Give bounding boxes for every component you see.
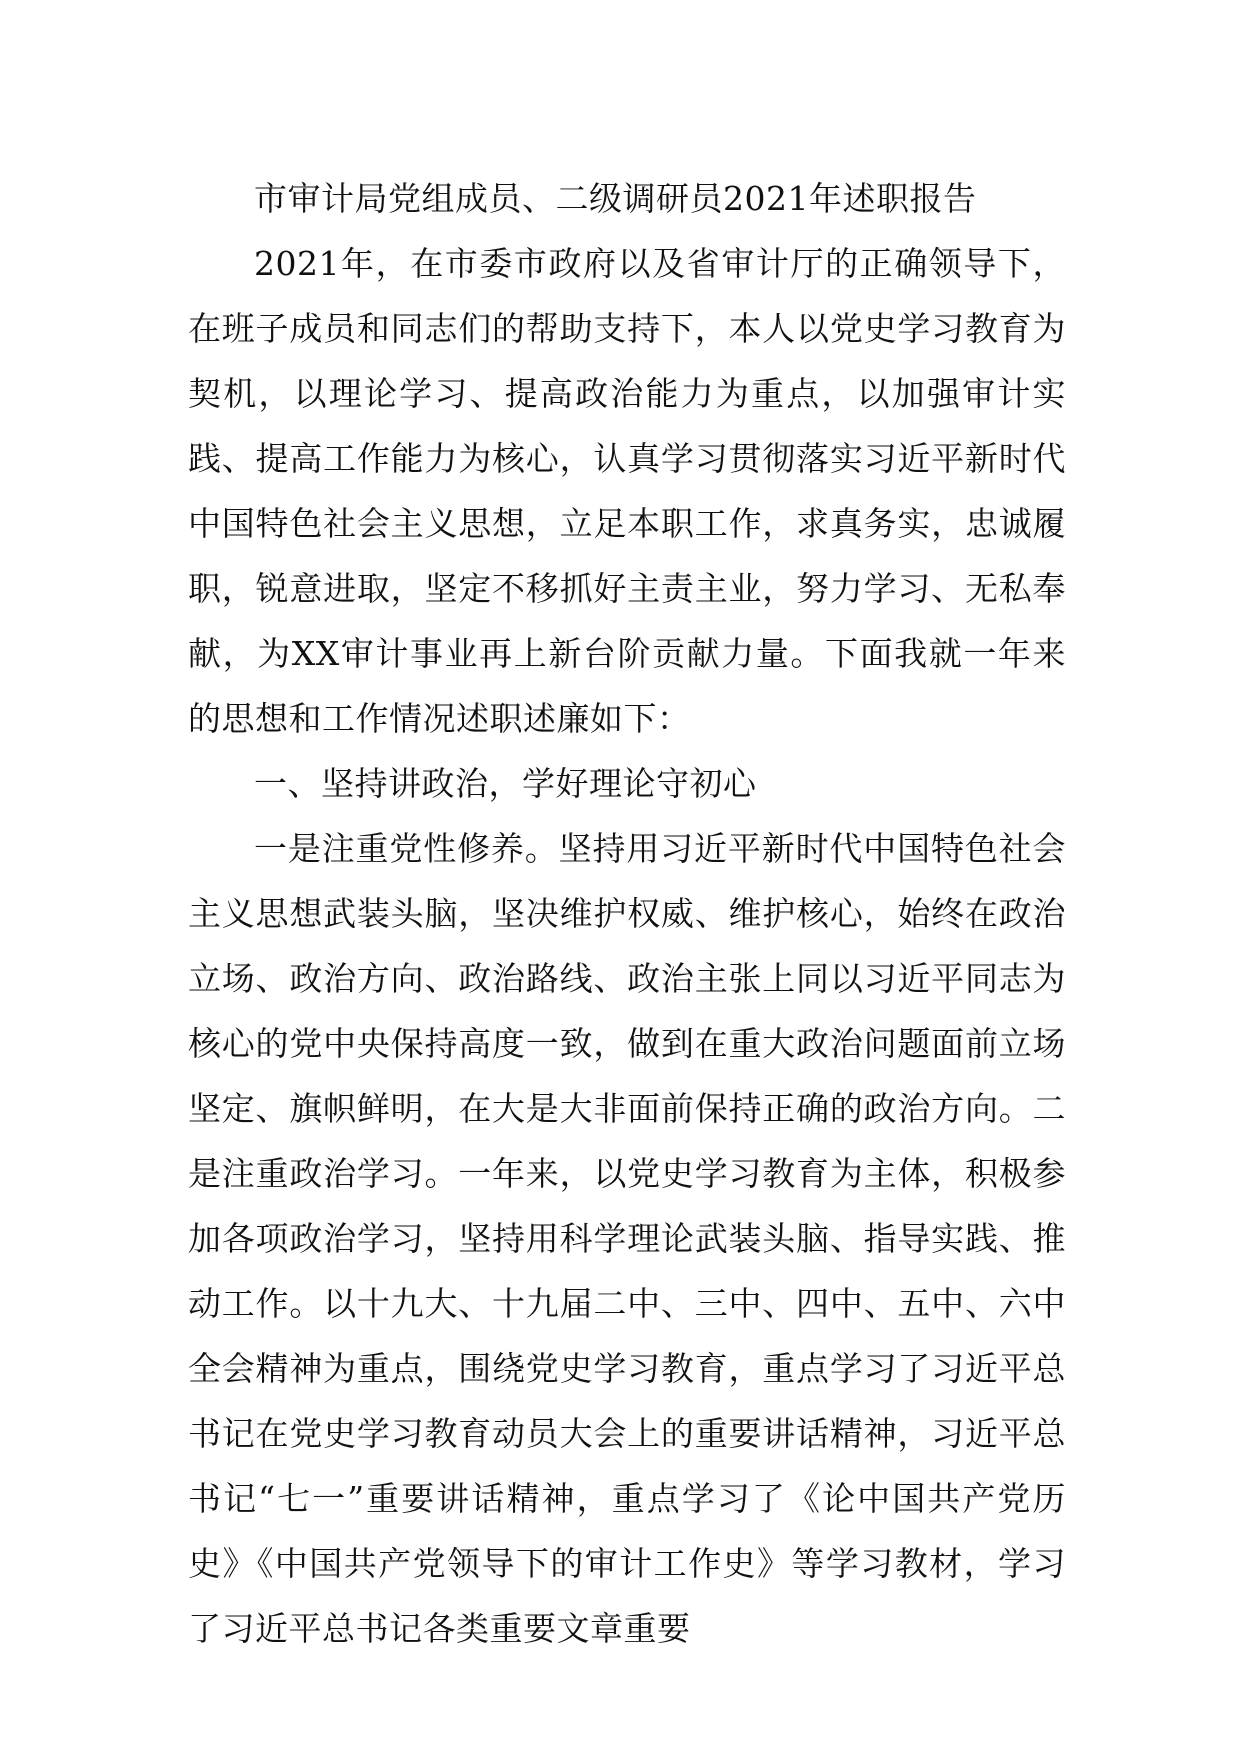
intro-paragraph: 2021年，在市委市政府以及省审计厅的正确领导下，在班子成员和同志们的帮助支持下，本人以党史学习教育为契机，以理论学习、提高政治能力为重点，以加强审计实践、提高工作能力为核心，认真学习贯彻落实习近平新时代中国特色社会主义思想，立足本职工作，求真务实，忠诚履职，锐意进取，坚定不移抓好主责主业，努力学习、无私奉献，为XX审计事业再上新台阶贡献力量。下面我就一年来的思想和工作情况述职述廉如下： [188,244,1066,738]
document-body [188,166,1066,1661]
document-title: 市审计局党组成员、二级调研员2021年述职报告 [254,179,977,218]
section-heading: 一、坚持讲政治，学好理论守初心 [254,764,757,803]
section-paragraph: 一是注重党性修养。坚持用习近平新时代中国特色社会主义思想武装头脑，坚决维护权威、维护核心，始终在政治立场、政治方向、政治路线、政治主张上同以习近平同志为核心的党中央保持高度一致，做到在重大政治问题面前立场坚定、旗帜鲜明，在大是大非面前保持正确的政治方向。二是注重政治学习。一年来，以党史学习教育为主体，积极参加各项政治学习，坚持用科学理论武装头脑、指导实践、推动工作。以十九大、十九届二中、三中、四中、五中、六中全会精神为重点，围绕党史学习教育，重点学习了习近平总书记在党史学习教育动员大会上的重要讲话精神，习近平总书记“七一”重要讲话精神，重点学习了《论中国共产党历史》《中国共产党领导下的审计工作史》等学习教材，学习了习近平总书记各类重要文章重要 [188,829,1066,1648]
